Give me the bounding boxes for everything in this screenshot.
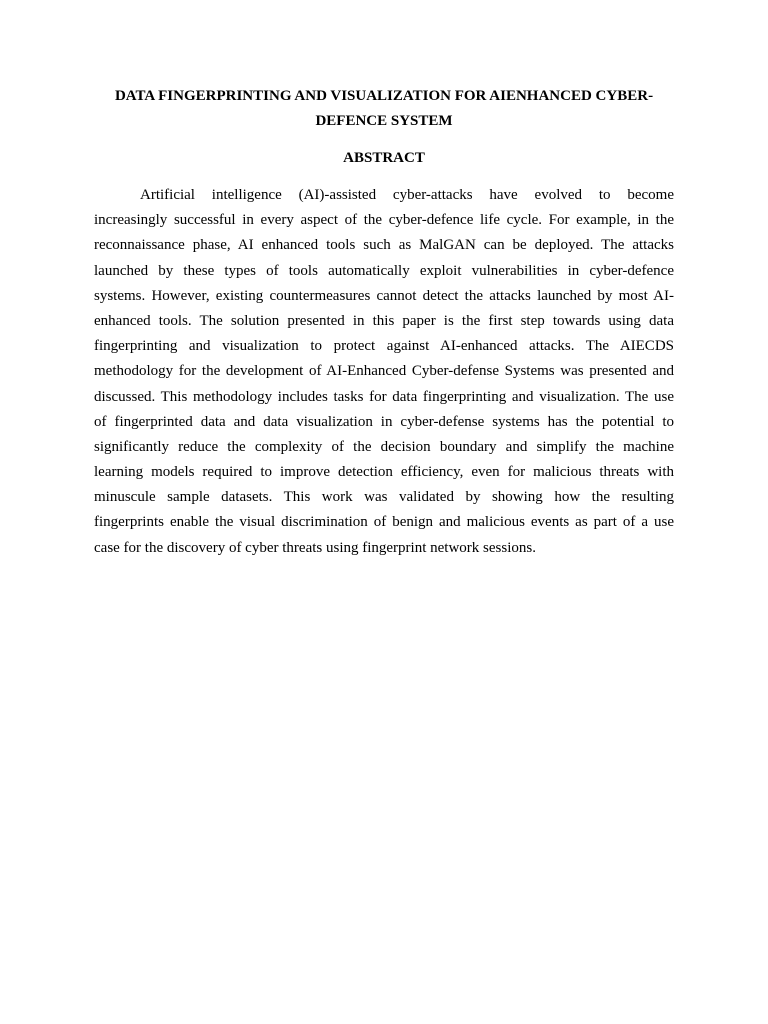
abstract-line: fingerprints enable the visual discrimination of benign and malicious events as part of a use (94, 514, 674, 531)
abstract-line: enhanced tools. The solution presented in this paper is the first step towards using data (94, 312, 674, 329)
abstract-line: launched by these types of tools automatically exploit vulnerabilities in cyber-defence (94, 262, 674, 279)
abstract-line: learning models required to improve detection efficiency, even for malicious threats with (94, 464, 674, 481)
abstract-line: fingerprinting and visualization to protect against AI-enhanced attacks. The AIECDS (94, 338, 674, 355)
abstract-line: minuscule sample datasets. This work was validated by showing how the resulting (94, 489, 674, 506)
abstract-body (94, 183, 674, 561)
paper-title-line: DEFENCE SYSTEM (315, 113, 453, 129)
abstract-line: methodology for the development of AI-Enhanced Cyber-defense Systems was presented and (94, 363, 674, 380)
paper-title-line: DATA FINGERPRINTING AND VISUALIZATION FOR AIENHANCED CYBER- (114, 88, 654, 104)
paper-title (94, 84, 674, 134)
abstract-line: discussed. This methodology includes tasks for data fingerprinting and visualization. The use (94, 388, 674, 405)
abstract-line: case for the discovery of cyber threats using fingerprint network sessions. (94, 539, 536, 556)
abstract-line: of fingerprinted data and data visualization in cyber-defense systems has the potential to (94, 413, 674, 430)
abstract-line: Artificial intelligence (AI)-assisted cyber-attacks have evolved to become (140, 187, 674, 203)
abstract-line: systems. However, existing countermeasures cannot detect the attacks launched by most AI- (94, 287, 674, 304)
abstract-line: significantly reduce the complexity of the decision boundary and simplify the machine (94, 438, 674, 455)
abstract-line: increasingly successful in every aspect of the cyber-defence life cycle. For example, in the (94, 212, 674, 229)
abstract-heading: ABSTRACT (343, 150, 425, 166)
abstract-line: reconnaissance phase, AI enhanced tools such as MalGAN can be deployed. The attacks (94, 237, 674, 254)
